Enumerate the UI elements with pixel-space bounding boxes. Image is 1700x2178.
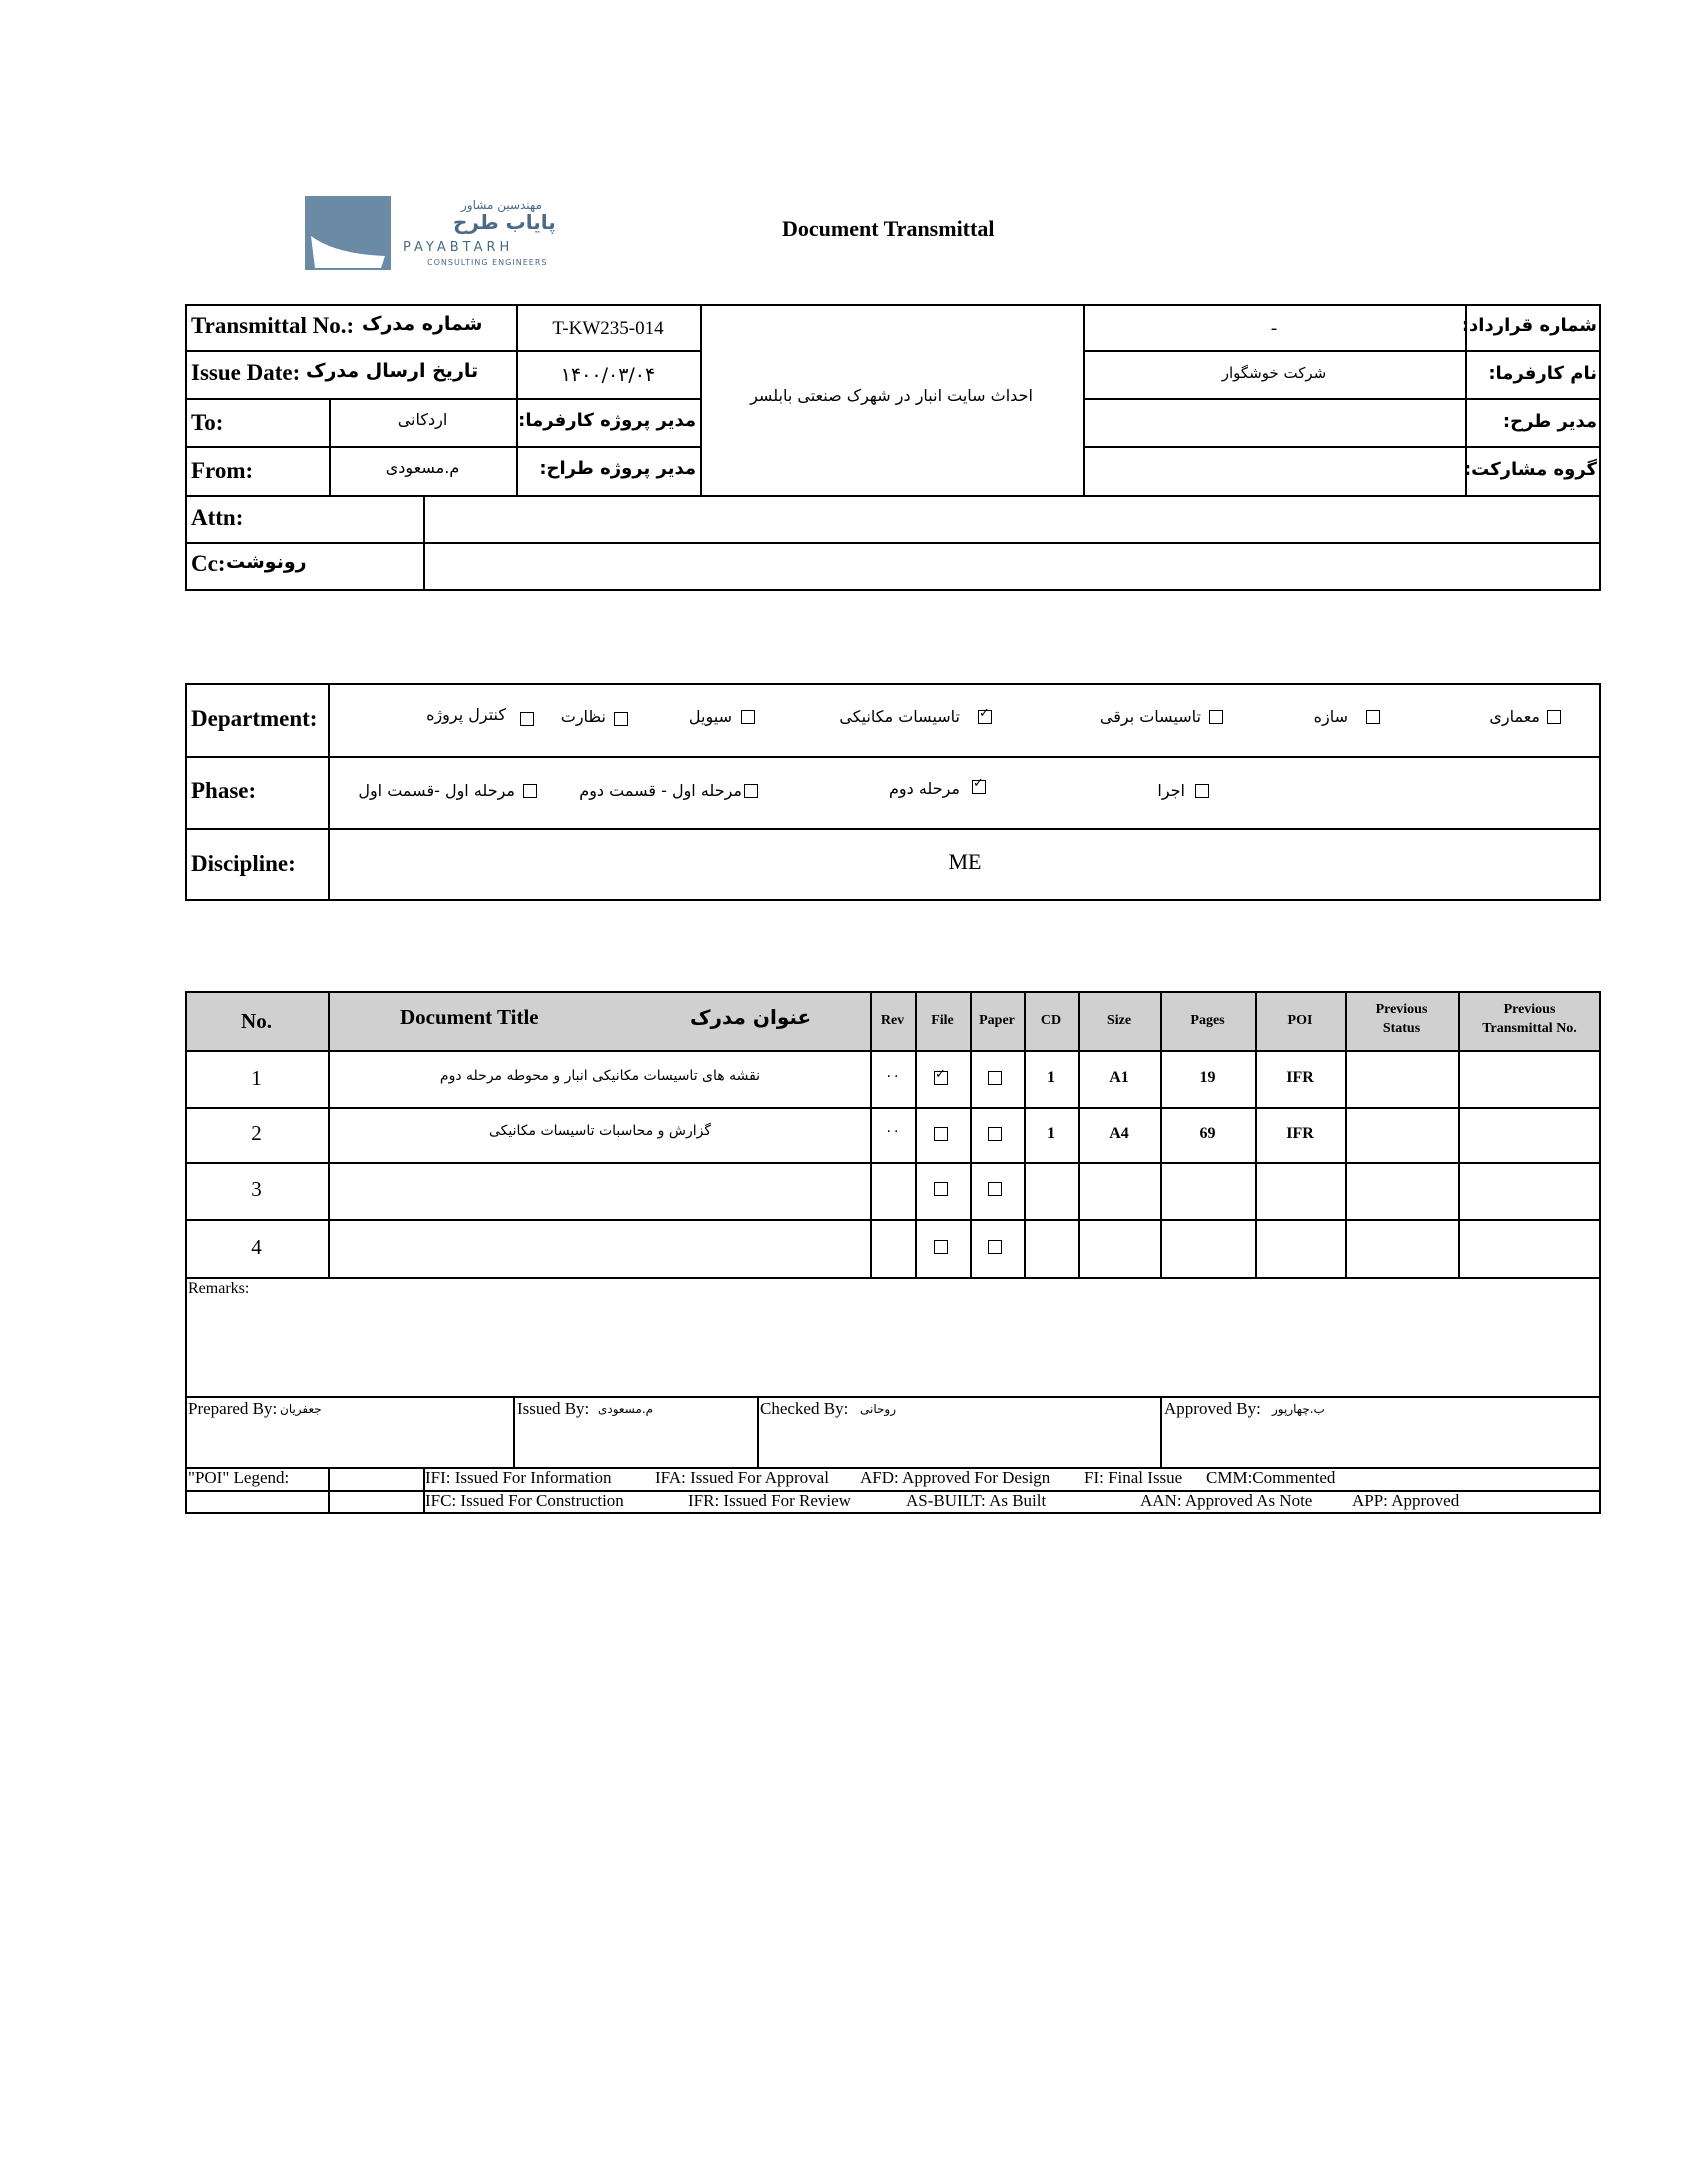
phase-execution-label: اجرا <box>1157 781 1185 800</box>
row-no: 2 <box>251 1121 262 1145</box>
col-prev-trans-header-2: Transmittal No. <box>1482 1021 1577 1036</box>
row-file-checkbox[interactable] <box>934 1182 948 1196</box>
row-size: A4 <box>1109 1125 1129 1142</box>
discipline-value: ME <box>948 849 982 874</box>
row-file-checkbox[interactable] <box>934 1240 948 1254</box>
col-poi-header: POI <box>1287 1013 1313 1028</box>
dept-architecture-label: معماری <box>1489 707 1540 726</box>
col-prev-status-header-1: Previous <box>1375 1002 1428 1017</box>
col-no-header: No. <box>241 1009 272 1033</box>
issue-date-label-fa: تاریخ ارسال مدرک <box>306 360 479 382</box>
col-title-header-en: Document Title <box>400 1005 539 1029</box>
phase-stage1-part1-label: مرحله اول -قسمت اول <box>358 781 515 800</box>
dept-project-control-checkbox[interactable] <box>520 712 534 726</box>
row-file-checkbox[interactable] <box>934 1071 948 1085</box>
legend-fi: FI: Final Issue <box>1084 1468 1183 1487</box>
client-name-value: شرکت خوشگوار <box>1221 364 1327 382</box>
row-no: 4 <box>251 1235 262 1259</box>
legend-app: APP: Approved <box>1352 1491 1460 1510</box>
row-poi: IFR <box>1286 1125 1314 1142</box>
issue-date-value: ۱۴۰۰/۰۳/۰۴ <box>560 364 656 386</box>
legend-afd: AFD: Approved For Design <box>860 1468 1051 1487</box>
row-rev: ۰۰ <box>884 1123 901 1139</box>
attn-label: Attn: <box>191 505 244 530</box>
row-poi: IFR <box>1286 1069 1314 1086</box>
from-value: م.مسعودی <box>385 458 460 477</box>
row-size: A1 <box>1109 1069 1129 1086</box>
checked-by-value: روحانی <box>860 1402 897 1416</box>
col-prev-status-header-2: Status <box>1382 1021 1421 1036</box>
partnership-label: گروه مشارکت: <box>1463 459 1597 480</box>
col-prev-trans-header-1: Previous <box>1503 1002 1556 1017</box>
dept-project-control-label: کنترل پروژه <box>426 705 506 724</box>
remarks-label: Remarks: <box>188 1280 250 1297</box>
row-pages: 19 <box>1199 1069 1216 1086</box>
department-label: Department: <box>191 706 318 731</box>
phase-stage2-checkbox[interactable] <box>972 780 986 794</box>
dept-supervision-checkbox[interactable] <box>614 712 628 726</box>
phase-label: Phase: <box>191 778 257 803</box>
col-rev-header: Rev <box>880 1013 905 1028</box>
transmittal-no-label-fa: شماره مدرک <box>362 313 483 335</box>
logo-en-sub: CONSULTING ENGINEERS <box>427 258 548 267</box>
row-title: گزارش و محاسبات تاسیسات مکانیکی <box>489 1123 711 1139</box>
dept-electrical-label: تاسیسات برقی <box>1099 707 1201 726</box>
contract-no-label: شماره قرارداد: <box>1461 315 1597 336</box>
row-title: نقشه های تاسیسات مکانیکی انبار و محوطه مرحله دوم <box>439 1068 761 1084</box>
contract-no-value: - <box>1270 318 1278 339</box>
legend-ifi: IFI: Issued For Information <box>425 1468 612 1487</box>
dept-mechanical-label: تاسیسات مکانیکی <box>839 707 960 726</box>
to-value: اردکانی <box>397 410 448 429</box>
row-paper-checkbox[interactable] <box>988 1127 1002 1141</box>
approved-by-value: ب.چهارپور <box>1272 1402 1325 1416</box>
phase-stage2-label: مرحله دوم <box>888 779 960 798</box>
legend-aan: AAN: Approved As Note <box>1140 1491 1313 1510</box>
phase-stage1-part1-checkbox[interactable] <box>523 784 537 798</box>
issue-date-label: Issue Date: <box>191 360 301 385</box>
row-no: 3 <box>251 1177 262 1201</box>
logo-fa-line2: پایاب طرح <box>453 210 556 234</box>
phase-stage1-part2-label: مرحله اول - قسمت دوم <box>579 781 742 800</box>
dept-mechanical-checkbox[interactable] <box>978 710 992 724</box>
col-cd-header: CD <box>1040 1013 1062 1028</box>
designer-pm-label: مدیر پروژه طراح: <box>539 458 696 479</box>
row-rev: ۰۰ <box>884 1068 901 1084</box>
dept-structure-checkbox[interactable] <box>1366 710 1380 724</box>
project-title: احداث سایت انبار در شهرک صنعتی بابلسر <box>750 386 1033 405</box>
cc-label-fa: رونوشت <box>226 551 307 573</box>
approved-by-label: Approved By: <box>1164 1399 1261 1418</box>
row-paper-checkbox[interactable] <box>988 1182 1002 1196</box>
discipline-label: Discipline: <box>191 851 296 876</box>
col-title-header-fa: عنوان مدرک <box>690 1005 812 1029</box>
from-label: From: <box>191 458 254 483</box>
phase-stage1-part2-checkbox[interactable] <box>744 784 758 798</box>
dept-civil-label: سیویل <box>688 707 732 726</box>
phase-execution-checkbox[interactable] <box>1195 784 1209 798</box>
client-pm-label: مدیر پروژه کارفرما: <box>518 410 696 431</box>
transmittal-no-value: T-KW235-014 <box>552 318 664 339</box>
legend-cmm: CMM:Commented <box>1206 1468 1336 1487</box>
dept-structure-label: سازه <box>1313 707 1348 726</box>
to-label: To: <box>191 410 224 435</box>
prepared-by-value: جعفریان <box>280 1402 322 1416</box>
col-pages-header: Pages <box>1190 1013 1225 1028</box>
issued-by-label: Issued By: <box>517 1399 590 1418</box>
legend-ifr: IFR: Issued For Review <box>688 1491 851 1510</box>
dept-supervision-label: نظارت <box>560 707 606 726</box>
dept-architecture-checkbox[interactable] <box>1547 710 1561 724</box>
client-name-label: نام کارفرما: <box>1488 363 1597 384</box>
row-file-checkbox[interactable] <box>934 1127 948 1141</box>
checked-by-label: Checked By: <box>760 1399 849 1418</box>
dept-civil-checkbox[interactable] <box>741 710 755 724</box>
poi-legend-label: "POI" Legend: <box>188 1468 290 1487</box>
logo-mark-icon <box>305 196 391 270</box>
logo-en-name: PAYABTARH <box>403 240 514 255</box>
cc-label: Cc: <box>191 551 226 576</box>
col-file-header: File <box>931 1013 954 1028</box>
design-manager-label: مدیر طرح: <box>1502 411 1597 432</box>
row-cd: 1 <box>1047 1069 1055 1086</box>
legend-ifa: IFA: Issued For Approval <box>655 1468 829 1487</box>
row-pages: 69 <box>1199 1125 1216 1142</box>
col-paper-header: Paper <box>979 1013 1015 1028</box>
row-no: 1 <box>251 1066 262 1090</box>
issued-by-value: م.مسعودی <box>598 1402 654 1416</box>
row-cd: 1 <box>1047 1125 1055 1142</box>
transmittal-no-label: Transmittal No.: <box>191 313 355 338</box>
dept-electrical-checkbox[interactable] <box>1209 710 1223 724</box>
legend-as-built: AS-BUILT: As Built <box>906 1491 1047 1510</box>
legend-ifc: IFC: Issued For Construction <box>425 1491 624 1510</box>
col-size-header: Size <box>1106 1013 1132 1028</box>
page-title: Document Transmittal <box>782 216 995 241</box>
company-logo <box>305 196 569 274</box>
logo-fa-line1: مهندسین مشاور <box>461 198 542 212</box>
row-paper-checkbox[interactable] <box>988 1240 1002 1254</box>
prepared-by-label: Prepared By: <box>188 1399 278 1418</box>
row-paper-checkbox[interactable] <box>988 1071 1002 1085</box>
